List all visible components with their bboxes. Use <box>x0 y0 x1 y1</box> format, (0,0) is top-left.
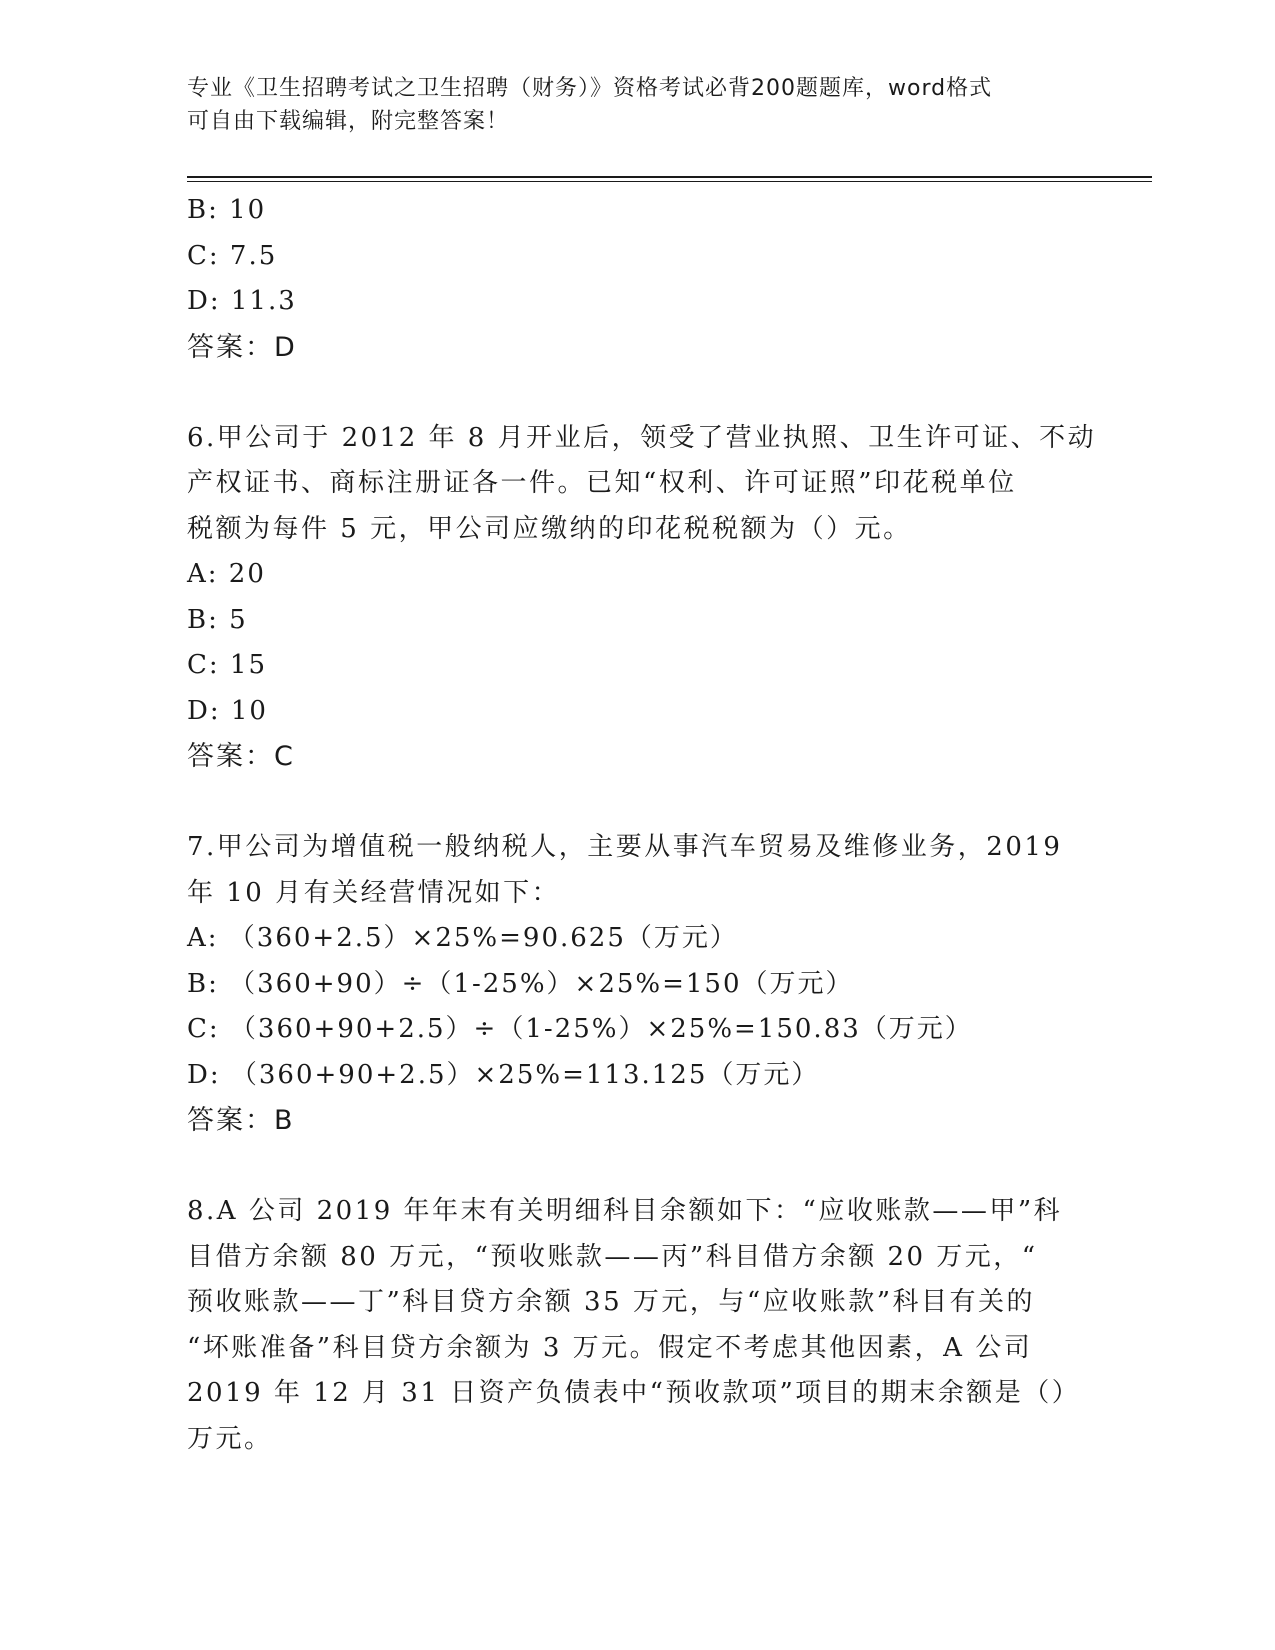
answer: 答案：C <box>187 741 295 772</box>
question-text <box>187 825 1087 916</box>
answer: 答案：B <box>187 1105 295 1136</box>
option-d: D: 11.3 <box>187 286 297 316</box>
option-b: B: 5 <box>187 604 248 635</box>
page-header <box>187 72 1067 138</box>
header-line-1: 专业《卫生招聘考试之卫生招聘（财务）》资格考试必背200题题库，word格式 <box>187 76 993 101</box>
question-content <box>187 188 1097 1462</box>
option-b: B: 10 <box>187 195 267 225</box>
question-text <box>187 416 1097 553</box>
header-rule-thick <box>187 176 1152 178</box>
option-c: C: 7.5 <box>187 240 278 271</box>
question-line: 7.甲公司为增值税一般纳税人，主要从事汽车贸易及维修业务，2019 <box>187 832 1063 862</box>
question-line: 8.A 公司 2019 年年末有关明细科目余额如下：“应收账款——甲”科 <box>187 1196 1063 1226</box>
option-b: B: （360+90）÷（1-25%）×25%=150（万元） <box>187 968 854 999</box>
option-d: D: （360+90+2.5）×25%=113.125（万元） <box>187 1059 820 1090</box>
answer: 答案：D <box>187 331 297 363</box>
question-text <box>187 1189 1087 1462</box>
question-line: 目借方余额 80 万元，“预收账款——丙”科目借方余额 20 万元，“ <box>187 1241 1038 1272</box>
question-6 <box>187 416 1097 780</box>
option-c: C: 15 <box>187 650 268 680</box>
question-line: 万元。 <box>187 1423 273 1454</box>
question-line: 税额为每件 5 元，甲公司应缴纳的印花税税额为（）元。 <box>187 513 912 544</box>
question-line: 年 10 月有关经营情况如下： <box>187 877 561 908</box>
question-5 <box>187 188 1087 370</box>
option-a: A: （360+2.5）×25%=90.625（万元） <box>187 923 738 953</box>
question-line: 6.甲公司于 2012 年 8 月开业后，领受了营业执照、卫生许可证、不动 <box>187 422 1097 453</box>
question-line: 产权证书、商标注册证各一件。已知“权利、许可证照”印花税单位 <box>187 468 1017 498</box>
question-8 <box>187 1189 1087 1462</box>
question-line: 预收账款——丁”科目贷方余额 35 万元，与“应收账款”科目有关的 <box>187 1287 1035 1317</box>
option-a: A: 20 <box>187 559 266 589</box>
question-line: “坏账准备”科目贷方余额为 3 万元。假定不考虑其他因素，A 公司 <box>187 1332 1033 1363</box>
header-line-2: 可自由下载编辑，附完整答案！ <box>187 109 510 134</box>
option-d: D: 10 <box>187 695 268 726</box>
option-c: C: （360+90+2.5）÷（1-25%）×25%=150.83（万元） <box>187 1014 973 1044</box>
question-line: 2019 年 12 月 31 日资产负债表中“预收款项”项目的期末余额是（） <box>187 1378 1081 1408</box>
question-7 <box>187 825 1087 1144</box>
header-rule-thin <box>187 181 1152 182</box>
